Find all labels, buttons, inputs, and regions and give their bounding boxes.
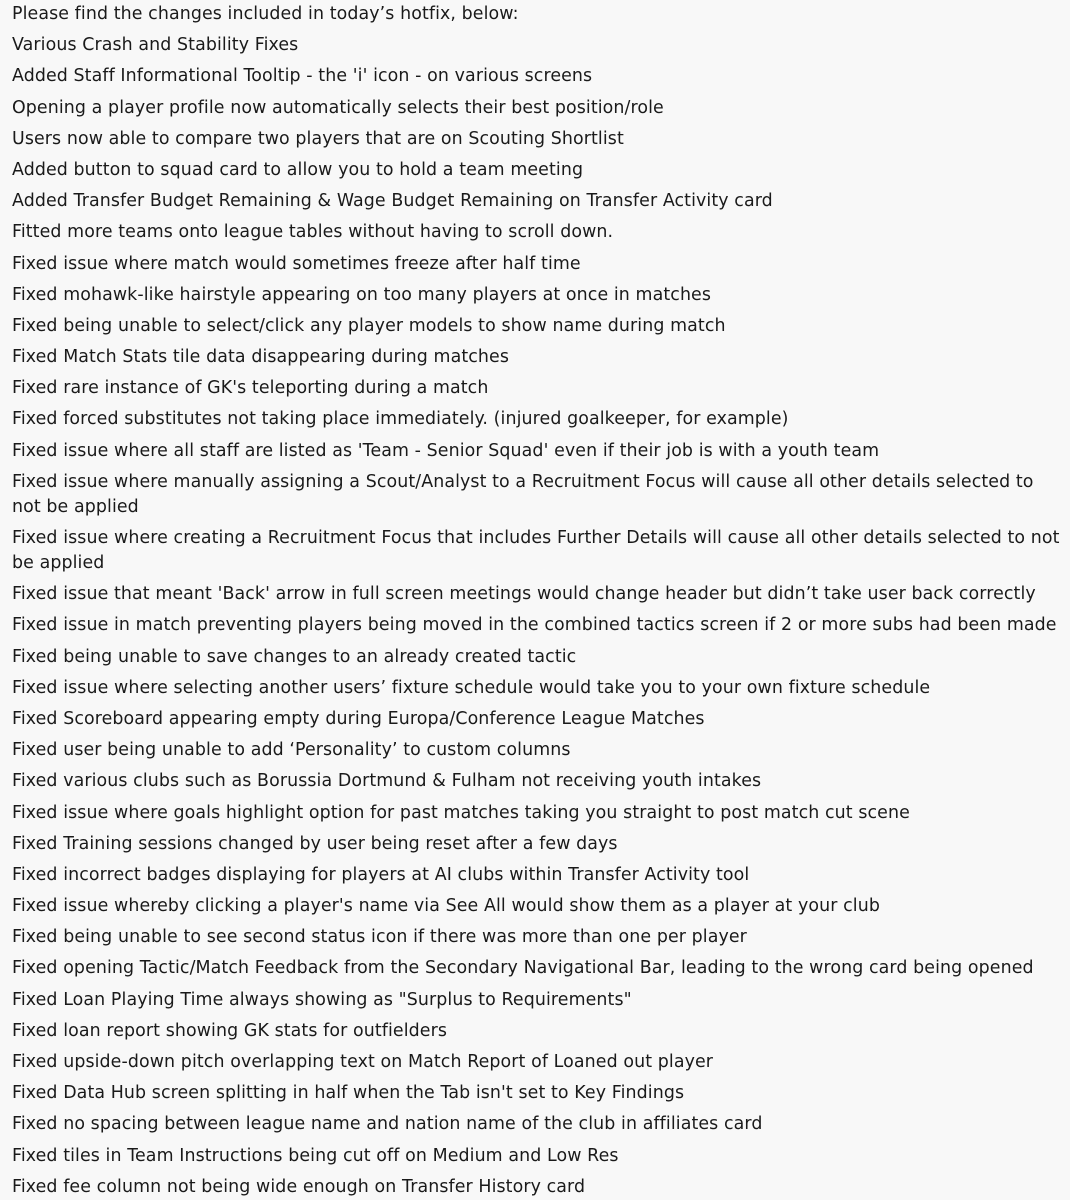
change-item: Fixed user being unable to add ‘Personality’ to custom columns: [12, 740, 571, 761]
change-item: Added Transfer Budget Remaining & Wage Budget Remaining on Transfer Activity card: [12, 191, 773, 212]
change-item: Fixed issue whereby clicking a player's name via See All would show them as a player at your club: [12, 896, 880, 917]
change-item: Fixed issue that meant 'Back' arrow in full screen meetings would change header but didn’t take user back correctly: [12, 584, 1036, 605]
change-item: Fixed being unable to see second status icon if there was more than one per player: [12, 927, 747, 948]
change-item: Fixed rare instance of GK's teleporting during a match: [12, 378, 489, 399]
change-item: Fixed incorrect badges displaying for players at AI clubs within Transfer Activity tool: [12, 864, 750, 885]
change-item: Added Staff Informational Tooltip - the 'i' icon - on various screens: [12, 66, 593, 87]
change-item: Fixed issue where match would sometimes freeze after half time: [12, 253, 581, 274]
change-item: Fixed opening Tactic/Match Feedback from the Secondary Navigational Bar, leading to the wrong card being opened: [12, 958, 1034, 979]
change-item: Fixed Scoreboard appearing empty during Europa/Conference League Matches: [12, 708, 705, 729]
change-item: Fixed issue where creating a Recruitment Focus that includes Further Details will cause all other details selected to not be applied: [12, 528, 1060, 573]
change-item: Fixed Data Hub screen splitting in half when the Tab isn't set to Key Findings: [12, 1083, 685, 1104]
change-item: Fixed mohawk-like hairstyle appearing on too many players at once in matches: [12, 284, 712, 305]
change-item: Fixed issue where all staff are listed as 'Team - Senior Squad' even if their job is with a youth team: [12, 440, 880, 461]
change-item: Added button to squad card to allow you to hold a team meeting: [12, 159, 584, 180]
change-item: Fitted more teams onto league tables without having to scroll down.: [12, 222, 614, 243]
change-item: Fixed issue in match preventing players being moved in the combined tactics screen if 2 or more subs had been made: [12, 615, 1057, 636]
change-item: Fixed Loan Playing Time always showing as "Surplus to Requirements": [12, 989, 632, 1010]
change-item: Opening a player profile now automatically selects their best position/role: [12, 97, 664, 118]
changes-list: [12, 33, 1060, 1200]
change-item: Fixed Match Stats tile data disappearing during matches: [12, 347, 509, 368]
change-item: Fixed issue where goals highlight option for past matches taking you straight to post match cut scene: [12, 802, 910, 823]
change-item: Fixed various clubs such as Borussia Dortmund & Fulham not receiving youth intakes: [12, 771, 762, 792]
change-item: Fixed fee column not being wide enough on Transfer History card: [12, 1176, 586, 1197]
change-item: Fixed loan report showing GK stats for outfielders: [12, 1020, 447, 1041]
change-item: Users now able to compare two players that are on Scouting Shortlist: [12, 128, 624, 149]
change-item: Fixed issue where selecting another users’ fixture schedule would take you to your own fixture schedule: [12, 677, 931, 698]
change-item: Fixed upside-down pitch overlapping text on Match Report of Loaned out player: [12, 1052, 714, 1072]
change-item: Fixed being unable to save changes to an already created tactic: [12, 646, 577, 667]
change-item: Fixed being unable to select/click any player models to show name during match: [12, 315, 726, 336]
change-item: Fixed forced substitutes not taking place immediately. (injured goalkeeper, for example): [12, 409, 789, 430]
intro-text: Please find the changes included in today’s hotfix, below:: [12, 4, 519, 24]
change-item: Fixed Training sessions changed by user being reset after a few days: [12, 833, 618, 854]
change-item: Various Crash and Stability Fixes: [12, 35, 299, 56]
change-item: Fixed no spacing between league name and nation name of the club in affiliates card: [12, 1114, 763, 1135]
change-item: Fixed issue where manually assigning a Scout/Analyst to a Recruitment Focus will cause all other details selected to not be applied: [12, 471, 1034, 517]
change-item: Fixed tiles in Team Instructions being cut off on Medium and Low Res: [12, 1145, 619, 1166]
